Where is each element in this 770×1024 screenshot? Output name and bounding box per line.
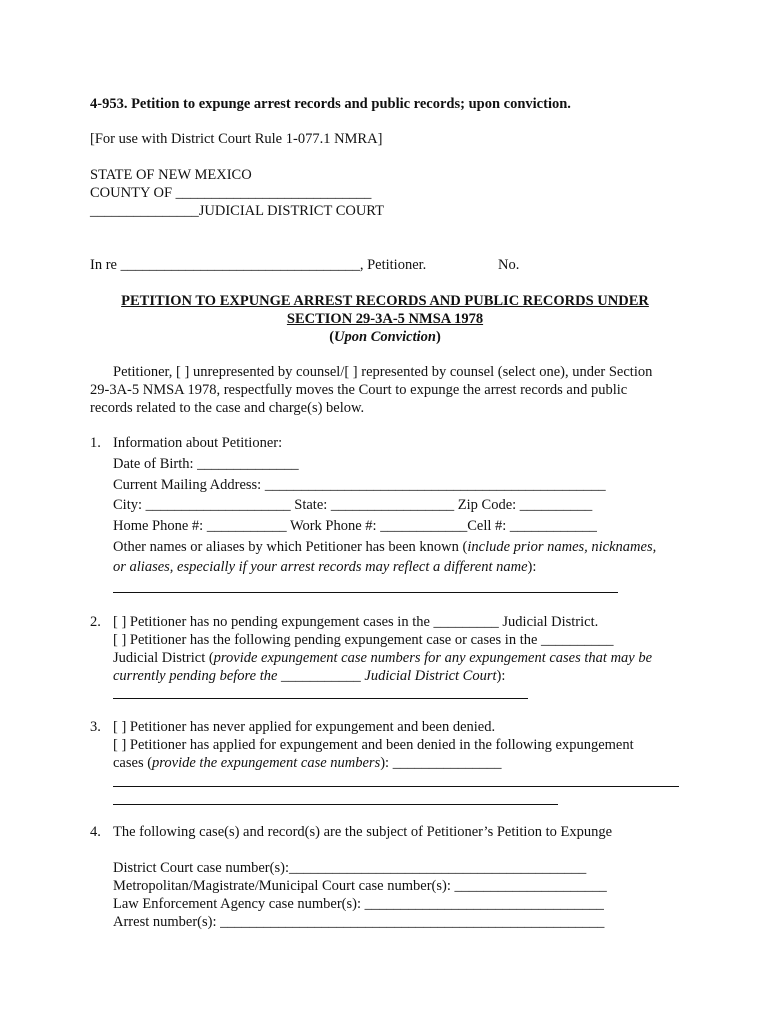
section-1-title: Information about Petitioner:: [113, 435, 283, 451]
intro-line2: 29-3A-5 NMSA 1978, respectfully moves the Court to expunge the arrest records and public: [90, 382, 628, 398]
mailing-address-field[interactable]: Current Mailing Address: _______________________________________________: [113, 477, 606, 493]
pending-cases-option[interactable]: [ ] Petitioner has the following pending expungement case or cases in the __________: [113, 632, 614, 648]
pending-cases-instructions: Judicial District (provide expungement case numbers for any expungement cases that may be: [113, 650, 653, 666]
section-1-number: 1.: [90, 435, 101, 451]
law-enforcement-case-field[interactable]: Law Enforcement Agency case number(s): _________________________________: [113, 896, 604, 912]
petitioner-name-field[interactable]: In re _________________________________, Petitioner.: [90, 257, 427, 273]
petition-subheading: (Upon Conviction): [329, 329, 441, 345]
previously-denied-option[interactable]: [ ] Petitioner has applied for expungement and been denied in the following expungement: [113, 737, 634, 753]
caption-court-field[interactable]: _______________JUDICIAL DISTRICT COURT: [90, 203, 384, 219]
section-4-number: 4.: [90, 824, 101, 840]
city-state-zip-fields[interactable]: City: ____________________ State: _________________ Zip Code: __________: [113, 497, 593, 513]
pending-cases-instructions-2: currently pending before the ___________ Judicial District Court):: [113, 668, 506, 684]
denied-cases-input-line-1[interactable]: [113, 786, 679, 787]
petition-heading-line1: PETITION TO EXPUNGE ARREST RECORDS AND PUBLIC RECORDS UNDER: [121, 293, 649, 309]
never-denied-option[interactable]: [ ] Petitioner has never applied for expungement and been denied.: [113, 719, 496, 735]
phone-fields[interactable]: Home Phone #: ___________ Work Phone #: ____________Cell #: ____________: [113, 518, 597, 534]
section-3-number: 3.: [90, 719, 101, 735]
denied-cases-input-line-2[interactable]: [113, 804, 558, 805]
section-2-number: 2.: [90, 614, 101, 630]
intro-line1: Petitioner, [ ] unrepresented by counsel/[ ] represented by counsel (select one), under Section: [113, 364, 653, 380]
case-number-label: No.: [498, 257, 520, 273]
aliases-label-line2: or aliases, especially if your arrest records may reflect a different name):: [113, 559, 537, 575]
intro-line3: records related to the case and charge(s) below.: [90, 400, 365, 416]
section-4-title: The following case(s) and record(s) are the subject of Petitioner’s Petition to Expunge: [113, 824, 613, 840]
use-note: [For use with District Court Rule 1-077.1 NMRA]: [90, 131, 383, 147]
dob-field[interactable]: Date of Birth: ______________: [113, 456, 299, 472]
no-pending-cases-option[interactable]: [ ] Petitioner has no pending expungement cases in the _________ Judicial District.: [113, 614, 599, 630]
caption-state: STATE OF NEW MEXICO: [90, 167, 252, 183]
petition-heading-line2: SECTION 29-3A-5 NMSA 1978: [286, 311, 484, 327]
denied-case-numbers-field[interactable]: cases (provide the expungement case numbers): _______________: [113, 755, 502, 771]
district-court-case-field[interactable]: District Court case number(s):_________________________________________: [113, 860, 587, 876]
arrest-number-field[interactable]: Arrest number(s): _____________________________________________________: [113, 914, 605, 930]
caption-county-field[interactable]: COUNTY OF ___________________________: [90, 185, 372, 201]
metro-court-case-field[interactable]: Metropolitan/Magistrate/Municipal Court case number(s): _____________________: [113, 878, 607, 894]
rule-title: 4-953. Petition to expunge arrest records and public records; upon conviction.: [90, 96, 571, 112]
pending-cases-input-line[interactable]: [113, 698, 528, 699]
aliases-input-line[interactable]: [113, 592, 618, 593]
aliases-label-line1: Other names or aliases by which Petitioner has been known (include prior names, nicknames,: [113, 539, 657, 555]
